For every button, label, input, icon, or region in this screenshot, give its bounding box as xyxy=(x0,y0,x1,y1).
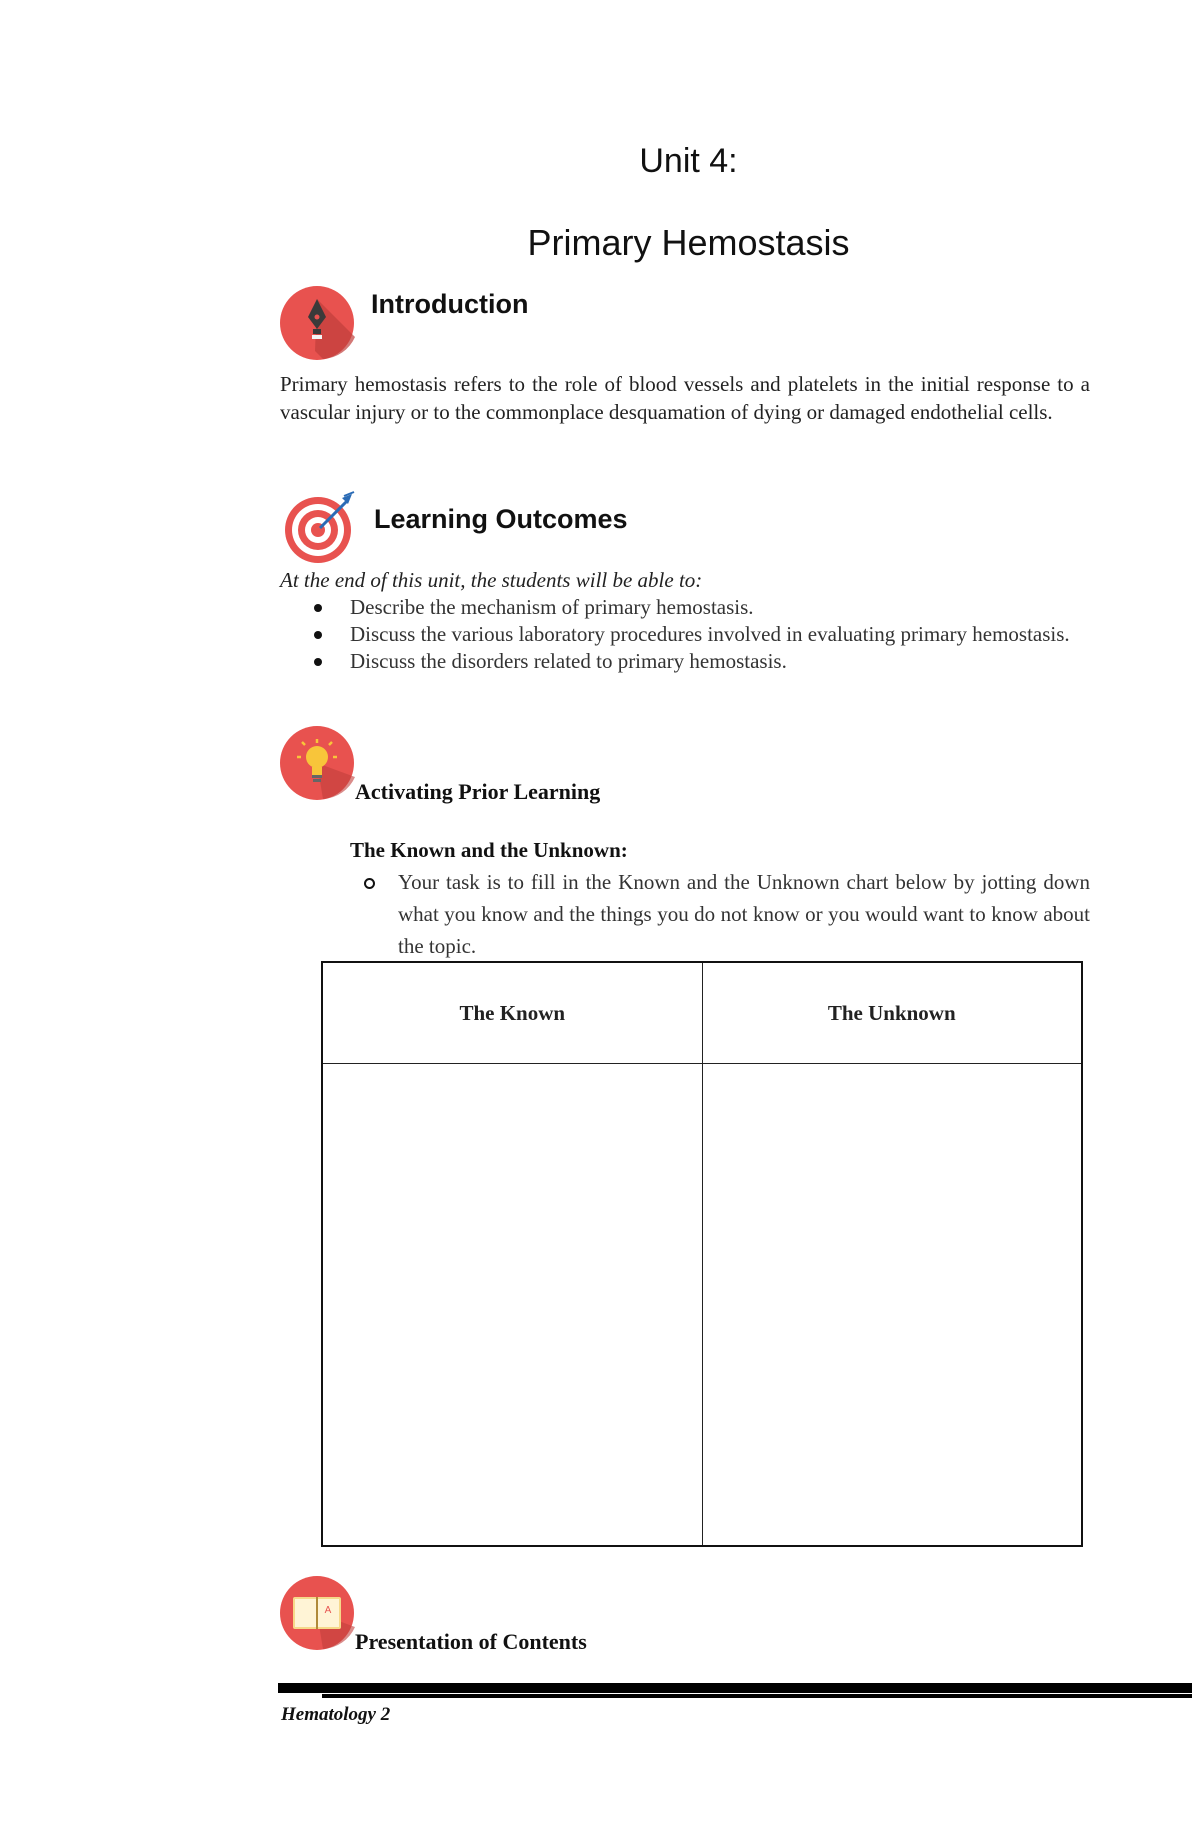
outcomes-intro: At the end of this unit, the students will be able to: xyxy=(280,568,703,592)
column-header-unknown: The Unknown xyxy=(702,962,1082,1064)
known-cell[interactable] xyxy=(322,1064,702,1547)
pen-nib-icon xyxy=(279,285,355,361)
unknown-cell[interactable] xyxy=(702,1064,1082,1547)
presentation-heading: Presentation of Contents xyxy=(355,1629,587,1654)
page-title: Primary Hemostasis xyxy=(527,222,850,263)
task-item: Your task is to fill in the Known and the Unknown chart below by jotting down what you know and the things you do not know or you would want to know about the topic. xyxy=(350,866,1090,962)
book-icon xyxy=(279,1575,355,1651)
known-unknown-table xyxy=(321,961,1083,1547)
learning-outcomes-heading: Learning Outcomes xyxy=(374,504,628,534)
introduction-text: Primary hemostasis refers to the role of blood vessels and platelets in the initial response to a vascular injury or to the commonplace desquamation of dying or damaged endothelial cells. xyxy=(280,372,1090,424)
task-list xyxy=(350,866,1090,962)
list-item: Discuss the various laboratory procedures involved in evaluating primary hemostasis. xyxy=(310,621,1090,648)
list-item: Describe the mechanism of primary hemostasis. xyxy=(310,594,1090,621)
footer-rule xyxy=(278,1683,1192,1693)
known-unknown-subheading: The Known and the Unknown: xyxy=(350,838,628,862)
target-icon xyxy=(282,490,358,566)
footer-rule-thin xyxy=(322,1694,1192,1698)
prior-learning-heading: Activating Prior Learning xyxy=(355,779,601,804)
footer-course-name: Hematology 2 xyxy=(281,1704,391,1725)
column-header-known: The Known xyxy=(322,962,702,1064)
lightbulb-icon xyxy=(279,725,355,801)
list-item: Discuss the disorders related to primary hemostasis. xyxy=(310,648,1090,675)
introduction-heading: Introduction xyxy=(371,289,529,319)
outcomes-list xyxy=(310,594,1090,675)
unit-number: Unit 4: xyxy=(639,142,738,180)
svg-text:A: A xyxy=(324,1605,332,1616)
